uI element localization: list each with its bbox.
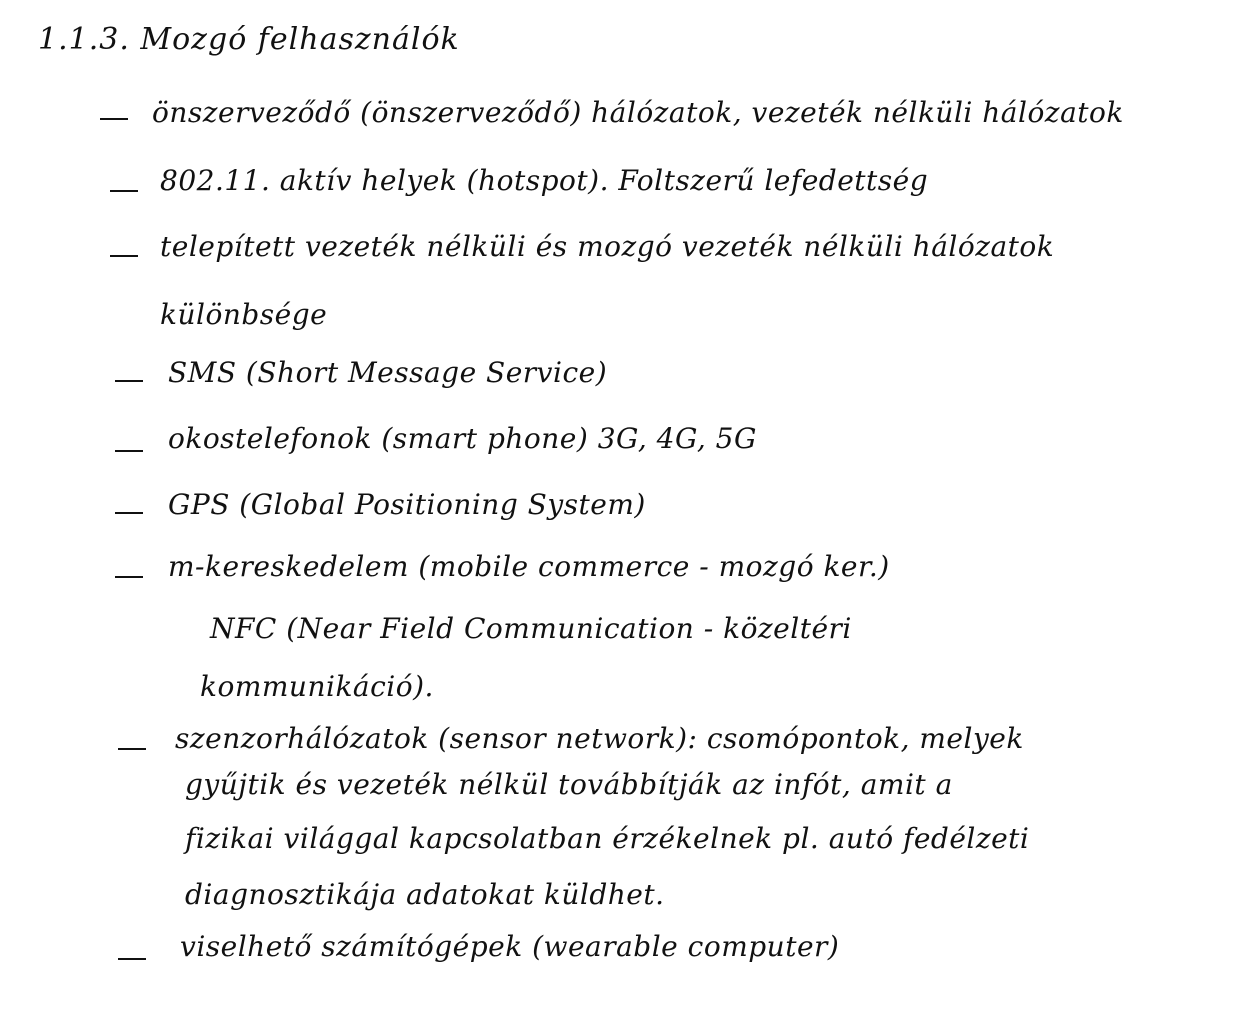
bullet-line: telepített vezeték nélküli és mozgó vezeték nélküli hálózatok: [160, 230, 1055, 263]
bullet-line: szenzorhálózatok (sensor network): csomópontok, melyek: [175, 722, 1024, 755]
bullet-continuation: fizikai világgal kapcsolatban érzékelnek pl. autó fedélzeti: [185, 822, 1030, 855]
bullet-dash: [115, 450, 143, 452]
bullet-continuation: gyűjtik és vezeték nélkül továbbítják az infót, amit a: [185, 768, 953, 801]
bullet-dash: [118, 748, 146, 750]
bullet-continuation: diagnosztikája adatokat küldhet.: [185, 878, 665, 911]
bullet-line: viselhető számítógépek (wearable computer): [180, 930, 840, 963]
bullet-dash: [110, 255, 138, 257]
bullet-line: okostelefonok (smart phone) 3G, 4G, 5G: [168, 422, 757, 455]
bullet-dash: [115, 380, 143, 382]
bullet-line: GPS (Global Positioning System): [168, 488, 646, 521]
bullet-dash: [118, 958, 146, 960]
bullet-line: 802.11. aktív helyek (hotspot). Foltszerű lefedettség: [160, 164, 929, 197]
bullet-continuation: különbsége: [160, 298, 328, 331]
bullet-line: önszerveződő (önszerveződő) hálózatok, vezeték nélküli hálózatok: [152, 96, 1124, 129]
bullet-line: m-kereskedelem (mobile commerce - mozgó ker.): [168, 550, 890, 583]
bullet-dash: [115, 512, 143, 514]
bullet-line: SMS (Short Message Service): [168, 356, 608, 389]
section-heading: 1.1.3. Mozgó felhasználók: [38, 22, 460, 57]
bullet-continuation: NFC (Near Field Communication - közeltéri: [210, 612, 852, 645]
bullet-dash: [100, 118, 128, 120]
bullet-dash: [115, 576, 143, 578]
bullet-dash: [110, 190, 138, 192]
bullet-continuation: kommunikáció).: [200, 670, 434, 703]
